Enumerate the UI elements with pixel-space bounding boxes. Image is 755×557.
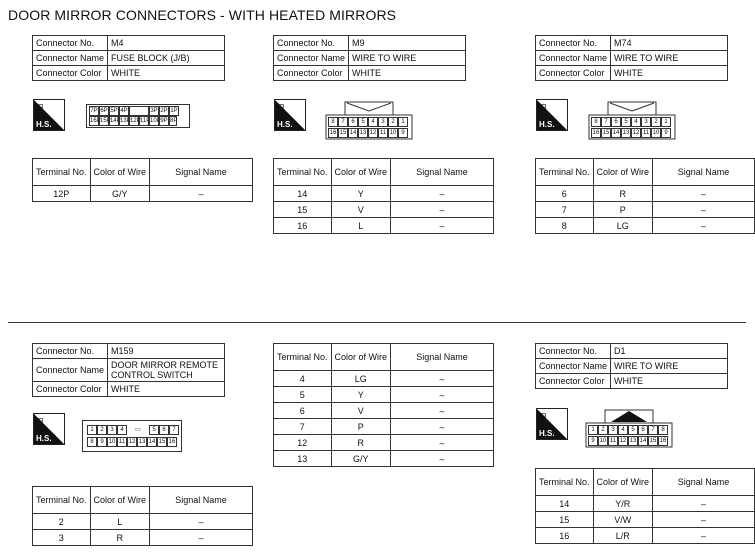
pin: 9: [588, 436, 598, 446]
pin: 5: [621, 117, 631, 127]
pin: 7P: [90, 108, 98, 114]
section-divider: [8, 322, 746, 323]
hs-icon: ⊞ H.S.: [274, 99, 306, 131]
hs-icon: ⊞ H.S.: [536, 408, 568, 440]
terminal-table-d1: [535, 468, 755, 544]
connector-symbol-icon: ⊞: [539, 102, 547, 112]
label-connector-color: Connector Color: [274, 66, 349, 81]
header-signal-name: Signal Name: [653, 159, 755, 186]
connector-name-value: FUSE BLOCK (J/B): [108, 51, 225, 66]
cell-terminal: 14: [274, 186, 332, 202]
pin: 14P: [110, 118, 121, 124]
hs-icon: ⊞ H.S.: [33, 413, 65, 445]
cell-terminal: 5: [274, 387, 332, 403]
pin: 4P: [120, 108, 128, 114]
pin: 14: [612, 130, 620, 136]
pin: 12: [128, 439, 136, 445]
cell-signal: –: [391, 419, 494, 435]
header-terminal-no: Terminal No.: [274, 344, 332, 371]
cell-wire: P: [593, 202, 653, 218]
header-signal-name: Signal Name: [391, 159, 494, 186]
cell-signal: –: [391, 403, 494, 419]
cell-signal: –: [653, 528, 755, 544]
header-terminal-no: Terminal No.: [536, 159, 594, 186]
pin: 9: [398, 128, 408, 138]
connector-symbol-icon: ⊞: [36, 102, 44, 112]
pin: 6: [159, 425, 169, 435]
cell-signal: –: [391, 218, 494, 234]
pin: 6: [611, 117, 621, 127]
pin: 11: [379, 130, 387, 136]
cell-terminal: 16: [536, 528, 594, 544]
pin: 9: [661, 128, 671, 138]
hs-icon: ⊞ H.S.: [33, 99, 65, 131]
connector-no-value: M159: [108, 344, 225, 359]
label-connector-no: Connector No.: [33, 344, 108, 359]
cell-signal: –: [150, 530, 253, 546]
cell-wire: L/R: [593, 528, 653, 544]
cell-terminal: 3: [33, 530, 91, 546]
pin: 14: [148, 439, 156, 445]
cell-terminal: 15: [536, 512, 594, 528]
pin: 16: [329, 130, 337, 136]
pin: 10: [389, 130, 397, 136]
pin: 16: [168, 439, 176, 445]
connector-no-value: D1: [611, 344, 728, 359]
connector-name-value: DOOR MIRROR REMOTE CONTROL SWITCH: [108, 359, 225, 382]
pin: 1: [398, 117, 408, 127]
cell-signal: –: [653, 496, 755, 512]
pin-row-bottom: [588, 436, 668, 446]
pin: 15: [158, 439, 166, 445]
pin: 1: [661, 117, 671, 127]
cell-signal: –: [653, 202, 755, 218]
cell-wire: V/W: [593, 512, 653, 528]
cell-terminal: 12: [274, 435, 332, 451]
header-signal-name: Signal Name: [391, 344, 494, 371]
pin: 3: [378, 117, 388, 127]
pin: 3: [107, 425, 117, 435]
pin: 4: [117, 425, 127, 435]
pin: 11: [642, 130, 650, 136]
label-connector-color: Connector Color: [33, 66, 108, 81]
header-color-of-wire: Color of Wire: [593, 159, 653, 186]
pin: 1: [588, 425, 598, 435]
pin: 8: [328, 117, 338, 127]
label-connector-no: Connector No.: [33, 36, 108, 51]
cell-wire: Y: [331, 387, 391, 403]
pin: 15: [602, 130, 610, 136]
cell-terminal: 2: [33, 514, 91, 530]
cell-terminal: 7: [274, 419, 332, 435]
cell-wire: V: [331, 202, 391, 218]
label-connector-no: Connector No.: [274, 36, 349, 51]
pin: 11: [609, 438, 617, 444]
cell-wire: G/Y: [90, 186, 150, 202]
cell-terminal: 8: [536, 218, 594, 234]
pin: 8: [87, 437, 97, 447]
pin: 10: [652, 130, 660, 136]
pin: 5P: [110, 108, 118, 114]
connector-symbol-icon: ⊞: [539, 411, 547, 421]
label-connector-name: Connector Name: [274, 51, 349, 66]
pin: 11P: [140, 118, 151, 124]
pin: 2: [651, 117, 661, 127]
cell-signal: –: [653, 186, 755, 202]
connector-color-value: WHITE: [108, 382, 225, 397]
connector-m159-face: [82, 420, 182, 452]
cell-terminal: 4: [274, 371, 332, 387]
pin: 4: [368, 117, 378, 127]
pin: 9: [97, 437, 107, 447]
cell-terminal: 12P: [33, 186, 91, 202]
pin: 4: [631, 117, 641, 127]
header-color-of-wire: Color of Wire: [593, 469, 653, 496]
terminal-table-m159: [32, 486, 253, 546]
connector-name-value: WIRE TO WIRE: [611, 51, 728, 66]
pin: 8P: [170, 118, 178, 124]
cell-wire: R: [331, 435, 391, 451]
cell-wire: L: [331, 218, 391, 234]
pin: 5: [149, 425, 159, 435]
label-connector-color: Connector Color: [536, 66, 611, 81]
pin: 10: [599, 438, 607, 444]
cell-wire: R: [90, 530, 150, 546]
pin: 7: [601, 117, 611, 127]
pin: 13: [622, 130, 630, 136]
pin: 3: [608, 425, 618, 435]
cell-terminal: 7: [536, 202, 594, 218]
pin-row-bottom: [87, 437, 177, 447]
cell-wire: L: [90, 514, 150, 530]
label-connector-name: Connector Name: [33, 359, 108, 382]
pin: 13: [629, 438, 637, 444]
connector-color-value: WHITE: [611, 374, 728, 389]
connector-color-value: WHITE: [611, 66, 728, 81]
pin: 15P: [100, 118, 111, 124]
pin-row-bottom: [328, 128, 408, 138]
pin: 8: [658, 425, 668, 435]
pin: 2P: [160, 108, 168, 114]
pin: 12: [619, 438, 627, 444]
connector-name-value: WIRE TO WIRE: [349, 51, 466, 66]
header-signal-name: Signal Name: [150, 487, 253, 514]
cell-wire: G/Y: [331, 451, 391, 467]
pin: 15: [649, 438, 657, 444]
connector-no-value: M74: [611, 36, 728, 51]
cell-wire: Y: [331, 186, 391, 202]
header-signal-name: Signal Name: [653, 469, 755, 496]
header-color-of-wire: Color of Wire: [90, 159, 150, 186]
header-color-of-wire: Color of Wire: [331, 344, 391, 371]
label-connector-color: Connector Color: [33, 382, 108, 397]
cell-signal: –: [391, 371, 494, 387]
connector-m74-info: [535, 35, 728, 81]
connector-m159-info: [32, 343, 225, 397]
label-connector-no: Connector No.: [536, 36, 611, 51]
terminal-table-m159-continued: [273, 343, 494, 467]
cell-signal: –: [391, 186, 494, 202]
connector-symbol-icon: ⊞: [277, 102, 285, 112]
pin: 1P: [170, 108, 178, 114]
pin: 9P: [160, 118, 168, 124]
cell-wire: LG: [593, 218, 653, 234]
pin-row-top: [591, 117, 671, 127]
pin: 12: [369, 130, 377, 136]
terminal-table-m4: [32, 158, 253, 202]
cell-terminal: 13: [274, 451, 332, 467]
cell-terminal: 15: [274, 202, 332, 218]
header-terminal-no: Terminal No.: [536, 469, 594, 496]
terminal-table-m9: [273, 158, 494, 234]
pin: 13: [359, 130, 367, 136]
pin-row-top: [89, 106, 179, 116]
connector-symbol-icon: ⊞: [36, 416, 44, 426]
pin: 2: [598, 425, 608, 435]
label-connector-no: Connector No.: [536, 344, 611, 359]
pin: 7: [169, 425, 179, 435]
header-terminal-no: Terminal No.: [33, 487, 91, 514]
terminal-table-m74: [535, 158, 755, 234]
label-connector-name: Connector Name: [33, 51, 108, 66]
connector-no-value: M9: [349, 36, 466, 51]
pin: 3P: [150, 108, 158, 114]
header-signal-name: Signal Name: [150, 159, 253, 186]
pin: 10P: [150, 118, 161, 124]
cell-signal: –: [391, 435, 494, 451]
pin: 14: [349, 130, 357, 136]
header-color-of-wire: Color of Wire: [331, 159, 391, 186]
connector-m4-face: [86, 104, 190, 128]
connector-color-value: WHITE: [108, 66, 225, 81]
pin: 6P: [100, 108, 108, 114]
label-connector-name: Connector Name: [536, 359, 611, 374]
pin: 2: [388, 117, 398, 127]
pin-row-top: [87, 425, 179, 435]
pin: 4: [618, 425, 628, 435]
cell-terminal: 6: [274, 403, 332, 419]
cell-signal: –: [653, 512, 755, 528]
pin: 11: [118, 439, 126, 445]
pin: 8: [591, 117, 601, 127]
pin-row-top: [328, 117, 408, 127]
connector-name-value: WIRE TO WIRE: [611, 359, 728, 374]
cell-terminal: 6: [536, 186, 594, 202]
pin-row-top: [588, 425, 668, 435]
pin: 16: [592, 130, 600, 136]
pin: 7: [648, 425, 658, 435]
pin: 5: [358, 117, 368, 127]
pin: 3: [641, 117, 651, 127]
cell-signal: –: [150, 186, 253, 202]
cell-terminal: 14: [536, 496, 594, 512]
pin: 5: [628, 425, 638, 435]
pin: 6: [638, 425, 648, 435]
cell-wire: P: [331, 419, 391, 435]
hs-icon: ⊞ H.S.: [536, 99, 568, 131]
cell-wire: LG: [331, 371, 391, 387]
page-title: DOOR MIRROR CONNECTORS - WITH HEATED MIRRORS: [8, 7, 397, 23]
connector-m9-info: [273, 35, 466, 81]
cell-wire: Y/R: [593, 496, 653, 512]
header-color-of-wire: Color of Wire: [90, 487, 150, 514]
label-connector-color: Connector Color: [536, 374, 611, 389]
header-terminal-no: Terminal No.: [274, 159, 332, 186]
cell-signal: –: [391, 387, 494, 403]
connector-m4-info: [32, 35, 225, 81]
cell-signal: –: [653, 218, 755, 234]
cell-wire: V: [331, 403, 391, 419]
connector-d1-info: [535, 343, 728, 389]
pin: 6: [348, 117, 358, 127]
pin-blank: ▭: [135, 427, 141, 433]
pin: 12: [632, 130, 640, 136]
pin: 13P: [120, 118, 131, 124]
pin-row-bottom: [591, 128, 671, 138]
pin-row-bottom: [89, 116, 177, 126]
pin: 7: [338, 117, 348, 127]
cell-signal: –: [150, 514, 253, 530]
pin: 2: [97, 425, 107, 435]
connector-color-value: WHITE: [349, 66, 466, 81]
cell-signal: –: [391, 451, 494, 467]
header-terminal-no: Terminal No.: [33, 159, 91, 186]
pin: 12P: [130, 118, 141, 124]
pin: 16: [659, 438, 667, 444]
pin: 15: [339, 130, 347, 136]
pin: 10: [108, 439, 116, 445]
pin-blank: [129, 106, 149, 116]
connector-no-value: M4: [108, 36, 225, 51]
pin: 13: [138, 439, 146, 445]
cell-wire: R: [593, 186, 653, 202]
label-connector-name: Connector Name: [536, 51, 611, 66]
pin: 16P: [90, 118, 101, 124]
cell-signal: –: [391, 202, 494, 218]
pin: 1: [87, 425, 97, 435]
cell-terminal: 16: [274, 218, 332, 234]
pin: 14: [639, 438, 647, 444]
